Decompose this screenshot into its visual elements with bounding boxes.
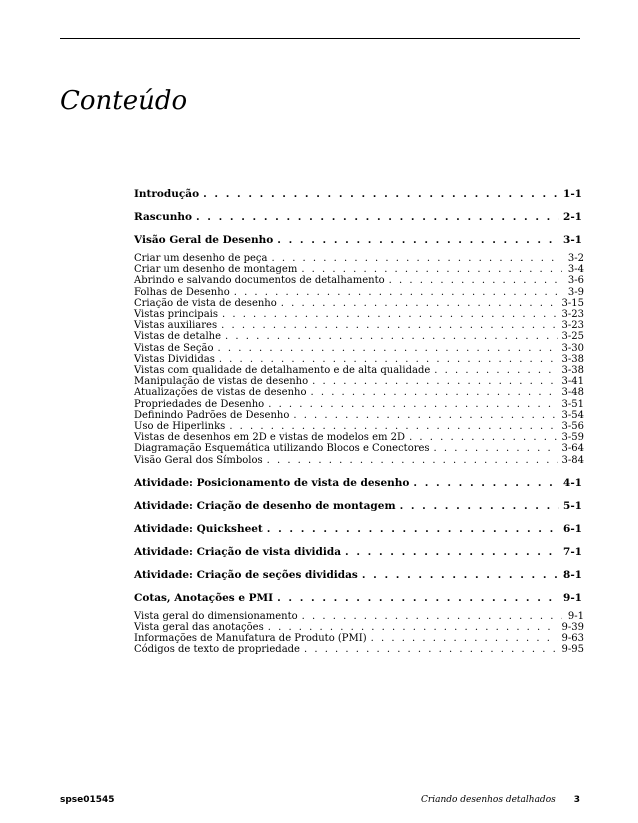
- dot-leader: [222, 309, 558, 320]
- toc-section-entry[interactable]: [134, 253, 584, 264]
- toc-section-entry-label: Códigos de texto de propriedade: [134, 644, 300, 656]
- toc-section-entry-label: Vistas com qualidade de detalhamento e de alta qualidade: [134, 365, 431, 377]
- dot-leader: [293, 410, 557, 421]
- toc-section-entry-label: Criação de vista de desenho: [134, 297, 277, 309]
- dot-leader: [277, 234, 559, 246]
- toc-section-entry-label: Vistas de detalhe: [134, 331, 222, 343]
- toc-section-entry-label: Definindo Padrões de Desenho: [134, 409, 290, 421]
- toc-section-entry[interactable]: [134, 443, 584, 454]
- header-rule: [60, 38, 580, 39]
- toc-section-entry-label: Vistas de desenhos em 2D e vistas de modelos em 2D: [134, 432, 406, 444]
- toc-section-entry-page: 3-9: [567, 286, 584, 298]
- toc-section-entry-page: 3-25: [561, 331, 584, 343]
- toc-section-entry-page: 3-23: [561, 320, 584, 332]
- toc-chapter-entry-page: 6-1: [563, 522, 582, 535]
- toc-chapter-entry-label: Atividade: Criação de desenho de montagem: [134, 499, 396, 512]
- toc-section-entry-label: Criar um desenho de peça: [134, 253, 268, 264]
- table-of-contents: [134, 188, 584, 667]
- toc-section-entry-page: 9-1: [567, 610, 584, 622]
- toc-section-entry[interactable]: [134, 376, 584, 387]
- toc-section-entry[interactable]: [134, 387, 584, 398]
- toc-chapter-entry-page: 4-1: [563, 476, 582, 489]
- toc-chapter-entry-label: Cotas, Anotações e PMI: [134, 591, 274, 604]
- toc-chapter-entry[interactable]: [134, 234, 584, 246]
- toc-chapter-entry-label: Visão Geral de Desenho: [134, 234, 274, 246]
- page-footer: [60, 795, 580, 805]
- toc-section-entry-label: Propriedades de Desenho: [134, 398, 265, 410]
- toc-section-entry-label: Vista geral do dimensionamento: [134, 610, 298, 622]
- dot-leader: [218, 343, 558, 354]
- toc-section-entry-page: 3-2: [567, 253, 584, 264]
- toc-section-entry-label: Folhas de Desenho: [134, 286, 230, 298]
- dot-leader: [413, 477, 559, 489]
- dot-leader: [400, 500, 559, 512]
- toc-section-entry[interactable]: [134, 343, 584, 354]
- toc-section-entry-label: Vistas principais: [134, 309, 218, 321]
- toc-section-entry[interactable]: [134, 365, 584, 376]
- toc-chapter-entry-page: 5-1: [563, 499, 582, 512]
- toc-section-entry[interactable]: [134, 644, 584, 655]
- toc-chapter-entry-label: Atividade: Criação de vista dividida: [134, 545, 342, 558]
- toc-section-entry[interactable]: [134, 320, 584, 331]
- toc-section-entry-page: 3-30: [561, 342, 584, 354]
- dot-leader: [229, 421, 557, 432]
- dot-leader: [312, 376, 557, 387]
- toc-section-entry-page: 3-38: [561, 365, 584, 377]
- toc-chapter-entry-page: 9-1: [563, 591, 582, 604]
- toc-section-entry-page: 3-84: [561, 454, 584, 466]
- toc-section-entry-page: 3-56: [561, 421, 584, 433]
- toc-chapter-entry[interactable]: [134, 523, 584, 535]
- toc-section-entry-page: 3-23: [561, 309, 584, 321]
- toc-section-entry-page: 9-39: [561, 622, 584, 634]
- dot-leader: [371, 633, 558, 644]
- toc-section-entry[interactable]: [134, 298, 584, 309]
- dot-leader: [219, 354, 558, 365]
- toc-section-entry-label: Diagramação Esquemática utilizando Blocos e Conectores: [134, 443, 430, 455]
- toc-section-entry-page: 9-95: [561, 644, 584, 656]
- toc-section-entry-label: Abrindo e salvando documentos de detalhamento: [134, 275, 385, 287]
- toc-section-entry-label: Manipulação de vistas de desenho: [134, 376, 309, 388]
- dot-leader: [304, 644, 558, 655]
- document-code: spse01545: [60, 795, 115, 805]
- toc-chapter-entry-label: Atividade: Quicksheet: [134, 522, 263, 535]
- dot-leader: [268, 399, 557, 410]
- dot-leader: [221, 320, 557, 331]
- toc-chapter-entry[interactable]: [134, 211, 584, 223]
- toc-section-entry-page: 3-41: [561, 376, 584, 388]
- toc-chapter-entry[interactable]: [134, 592, 584, 604]
- toc-section-entry-page: 3-51: [561, 398, 584, 410]
- dot-leader: [234, 287, 562, 298]
- toc-section-entry-label: Vistas auxiliares: [134, 320, 218, 332]
- dot-leader: [310, 387, 557, 398]
- toc-section-entry-label: Vistas Divididas: [134, 353, 215, 365]
- dot-leader: [434, 443, 558, 454]
- dot-leader: [267, 523, 559, 535]
- toc-section-entry[interactable]: [134, 611, 584, 622]
- toc-chapter-entry-page: 2-1: [563, 211, 582, 223]
- toc-section-entry-page: 9-63: [561, 633, 584, 645]
- toc-section-entry[interactable]: [134, 633, 584, 644]
- dot-leader: [281, 298, 558, 309]
- toc-section-entry[interactable]: [134, 309, 584, 320]
- dot-leader: [196, 211, 559, 223]
- dot-leader: [301, 264, 562, 275]
- toc-section-entry-page: 3-4: [567, 264, 584, 276]
- toc-chapter-entry-label: Atividade: Criação de seções divididas: [134, 568, 358, 581]
- dot-leader: [203, 188, 559, 200]
- toc-section-entry[interactable]: [134, 410, 584, 421]
- dot-leader: [389, 275, 562, 286]
- dot-leader: [302, 611, 562, 622]
- toc-section-entry-label: Visão Geral dos Símbolos: [134, 454, 263, 466]
- page-number: 3: [573, 795, 580, 805]
- toc-chapter-entry-label: Atividade: Posicionamento de vista de desenho: [134, 476, 410, 489]
- page-title: Conteúdo: [60, 86, 188, 116]
- dot-leader: [267, 455, 558, 466]
- toc-chapter-entry[interactable]: [134, 500, 584, 512]
- toc-section-entry[interactable]: [134, 421, 584, 432]
- toc-chapter-entry-page: 7-1: [563, 545, 582, 558]
- toc-section-entry[interactable]: [134, 331, 584, 342]
- toc-section-entry[interactable]: [134, 399, 584, 410]
- toc-chapter-entry[interactable]: [134, 546, 584, 558]
- dot-leader: [345, 546, 559, 558]
- toc-section-entry[interactable]: [134, 275, 584, 286]
- toc-section-entry-page: 3-64: [561, 443, 584, 455]
- toc-chapter-entry-page: 1-1: [563, 188, 582, 200]
- toc-section-list: [134, 253, 584, 466]
- dot-leader: [277, 592, 559, 604]
- toc-chapter-entry[interactable]: [134, 477, 584, 489]
- toc-chapter-entry-page: 8-1: [563, 568, 582, 581]
- toc-section-entry-page: 3-48: [561, 387, 584, 399]
- toc-chapter-entry-label: Introdução: [134, 188, 200, 200]
- toc-chapter-entry[interactable]: [134, 569, 584, 581]
- toc-section-entry[interactable]: [134, 455, 584, 466]
- dot-leader: [268, 622, 558, 633]
- toc-section-entry[interactable]: [134, 622, 584, 633]
- toc-section-entry[interactable]: [134, 264, 584, 275]
- toc-section-entry-page: 3-15: [561, 297, 584, 309]
- dot-leader: [362, 569, 559, 581]
- toc-section-entry-label: Vista geral das anotações: [134, 622, 264, 634]
- toc-section-entry-page: 3-54: [561, 409, 584, 421]
- dot-leader: [225, 331, 558, 342]
- toc-section-entry-label: Criar um desenho de montagem: [134, 264, 298, 276]
- toc-chapter-entry-label: Rascunho: [134, 211, 192, 223]
- toc-section-list: [134, 611, 584, 656]
- toc-section-entry[interactable]: [134, 354, 584, 365]
- toc-section-entry-page: 3-6: [567, 275, 584, 287]
- toc-section-entry-label: Vistas de Seção: [134, 342, 214, 354]
- toc-section-entry-page: 3-38: [561, 353, 584, 365]
- dot-leader: [271, 253, 562, 264]
- book-title: Criando desenhos detalhados: [421, 795, 556, 805]
- toc-section-entry-label: Uso de Hiperlinks: [134, 421, 226, 433]
- toc-section-entry[interactable]: [134, 287, 584, 298]
- toc-section-entry-label: Informações de Manufatura de Produto (PMI): [134, 633, 367, 645]
- dot-leader: [409, 432, 557, 443]
- dot-leader: [434, 365, 557, 376]
- toc-chapter-entry[interactable]: [134, 188, 584, 200]
- toc-chapter-entry-page: 3-1: [563, 234, 582, 246]
- toc-section-entry-page: 3-59: [561, 432, 584, 444]
- toc-section-entry-label: Atualizações de vistas de desenho: [134, 387, 307, 399]
- toc-section-entry[interactable]: [134, 432, 584, 443]
